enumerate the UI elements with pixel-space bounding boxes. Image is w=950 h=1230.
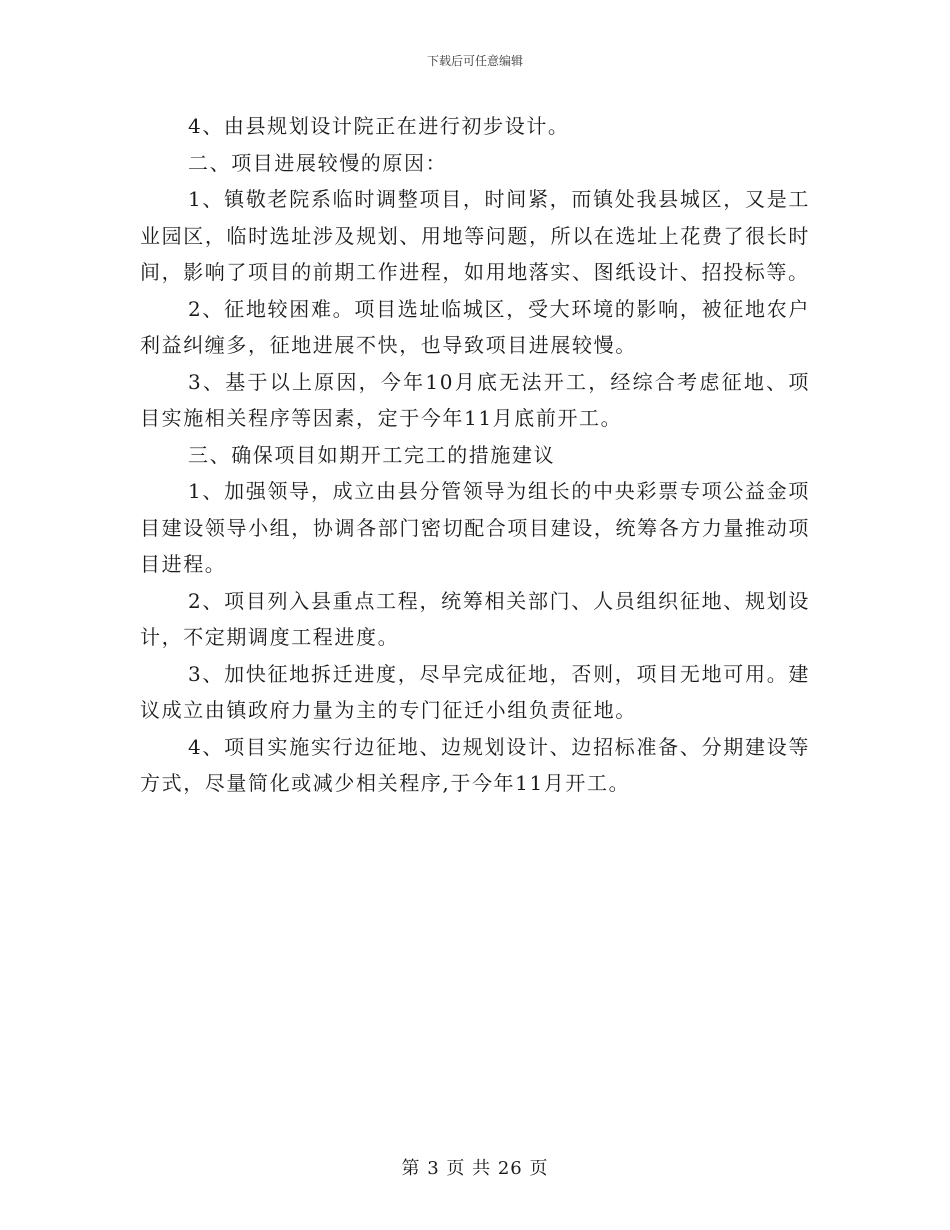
paragraph: 2、征地较困难。项目选址临城区，受大环境的影响，被征地农户利益纠缠多，征地进展不快，也导致项目进展较慢。 [140, 296, 810, 357]
paragraph: 3、基于以上原因，今年10月底无法开工，经综合考虑征地、项目实施相关程序等因素，定于今年11月底前开工。 [140, 369, 810, 430]
page-number-footer: 第 3 页 共 26 页 [401, 1158, 549, 1179]
paragraph: 2、项目列入县重点工程，统筹相关部门、人员组织征地、规划设计，不定期调度工程进度。 [140, 588, 810, 649]
section-heading: 三、确保项目如期开工完工的措施建议 [188, 442, 556, 467]
paragraph: 4、由县规划设计院正在进行初步设计。 [188, 114, 570, 138]
document-body [140, 108, 810, 802]
paragraph: 3、加快征地拆迁进度，尽早完成征地，否则，项目无地可用。建议成立由镇政府力量为主的专门征迁小组负责征地。 [140, 661, 810, 722]
section-heading: 二、项目进展较慢的原因： [188, 150, 448, 175]
paragraph: 1、镇敬老院系临时调整项目，时间紧，而镇处我县城区，又是工业园区，临时选址涉及规划、用地等问题，所以在选址上花费了很长时间，影响了项目的前期工作进程，如用地落实、图纸设计、招投标等。 [140, 187, 810, 284]
paragraph: 1、加强领导，成立由县分管领导为组长的中央彩票专项公益金项目建设领导小组，协调各部门密切配合项目建设，统筹各方力量推动项目进程。 [140, 479, 810, 576]
page-header: 下载后可任意编辑 [426, 54, 523, 68]
paragraph: 4、项目实施实行边征地、边规划设计、边招标准备、分期建设等方式，尽量简化或减少相关程序,于今年11月开工。 [140, 734, 810, 795]
